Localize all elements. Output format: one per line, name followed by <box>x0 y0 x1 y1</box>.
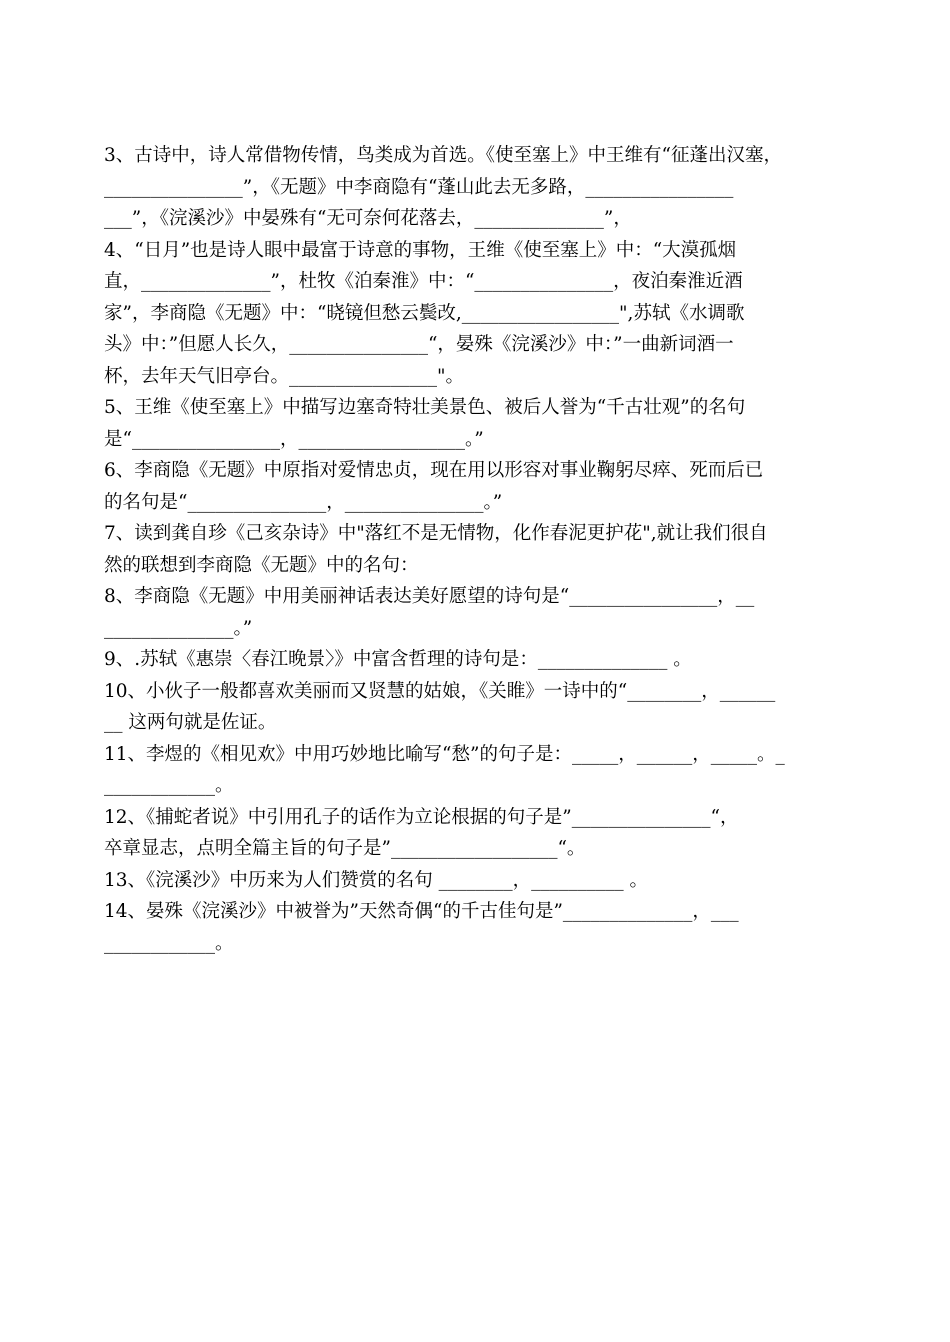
text-line: 8、李商隐《无题》中用美丽神话表达美好愿望的诗句是“________________，__ <box>104 586 755 607</box>
text-line: ____________。 <box>104 775 234 796</box>
text-line: 的名句是“_______________，_______________。” <box>104 491 503 513</box>
text-line: 9、.苏轼《惠崇〈春江晚景〉》中富含哲理的诗句是：______________ 。 <box>104 649 692 670</box>
text-line: ___”，《浣溪沙》中晏殊有“无可奈何花落去，______________”， <box>104 208 632 229</box>
text-line: 11、李煜的《相见欢》中用巧妙地比喻写“愁”的句子是：_____，______，_____。_ <box>104 743 785 765</box>
text-line: 杯，去年天气旧亭台。________________"。 <box>104 365 465 387</box>
text-line: ______________。” <box>104 617 253 639</box>
text-line: __ 这两句就是佐证。 <box>104 712 277 733</box>
text-line: ____________。 <box>104 932 234 954</box>
text-line: 然的联想到李商隐《无题》中的名句： <box>104 554 419 576</box>
text-line: 12、《捕蛇者说》中引用孔子的话作为立论根据的句子是”_______________“， <box>104 806 739 828</box>
text-line: 10、小伙子一般都喜欢美丽而又贤慧的姑娘，《关睢》一诗中的“________，______ <box>104 680 776 702</box>
text-line: _______________”，《无题》中李商隐有“蓬山此去无多路，________________ <box>104 176 734 198</box>
document-body <box>104 140 850 959</box>
text-line: 是“________________，__________________。” <box>104 428 484 450</box>
text-line: 3、古诗中，诗人常借物传情，鸟类成为首选。《使至塞上》中王维有“征蓬出汉塞， <box>104 145 782 166</box>
text-line: 头》中：”但愿人长久，_______________“，晏殊《浣溪沙》中：”一曲新词酒一 <box>104 334 734 355</box>
text-line: 卒章显志，点明全篇主旨的句子是”__________________“。 <box>104 838 586 859</box>
text-line: 6、李商隐《无题》中原指对爱情忠贞，现在用以形容对事业鞠躬尽瘁、死而后已 <box>104 460 764 481</box>
text-line: 直，______________”，杜牧《泊秦淮》中：“_______________，夜泊秦淮近酒 <box>104 271 743 292</box>
text-line: 7、读到龚自珍《己亥杂诗》中"落红不是无情物，化作春泥更护花",就让我们很自 <box>104 523 768 544</box>
text-line: 4、“日月”也是诗人眼中最富于诗意的事物，王维《使至塞上》中：“大漠孤烟 <box>104 239 737 261</box>
text-line: 家”，李商隐《无题》中：“晓镜但愁云鬓改,_________________",苏轼《水调歌 <box>104 302 745 324</box>
text-line: 5、王维《使至塞上》中描写边塞奇特壮美景色、被后人誉为“千古壮观”的名句 <box>104 397 746 418</box>
text-line: 14、晏殊《浣溪沙》中被誉为”天然奇偶“的千古佳句是”______________，___ <box>104 901 739 922</box>
text-line: 13、《浣溪沙》中历来为人们赞赏的名句 ________，__________ 。 <box>104 869 649 891</box>
